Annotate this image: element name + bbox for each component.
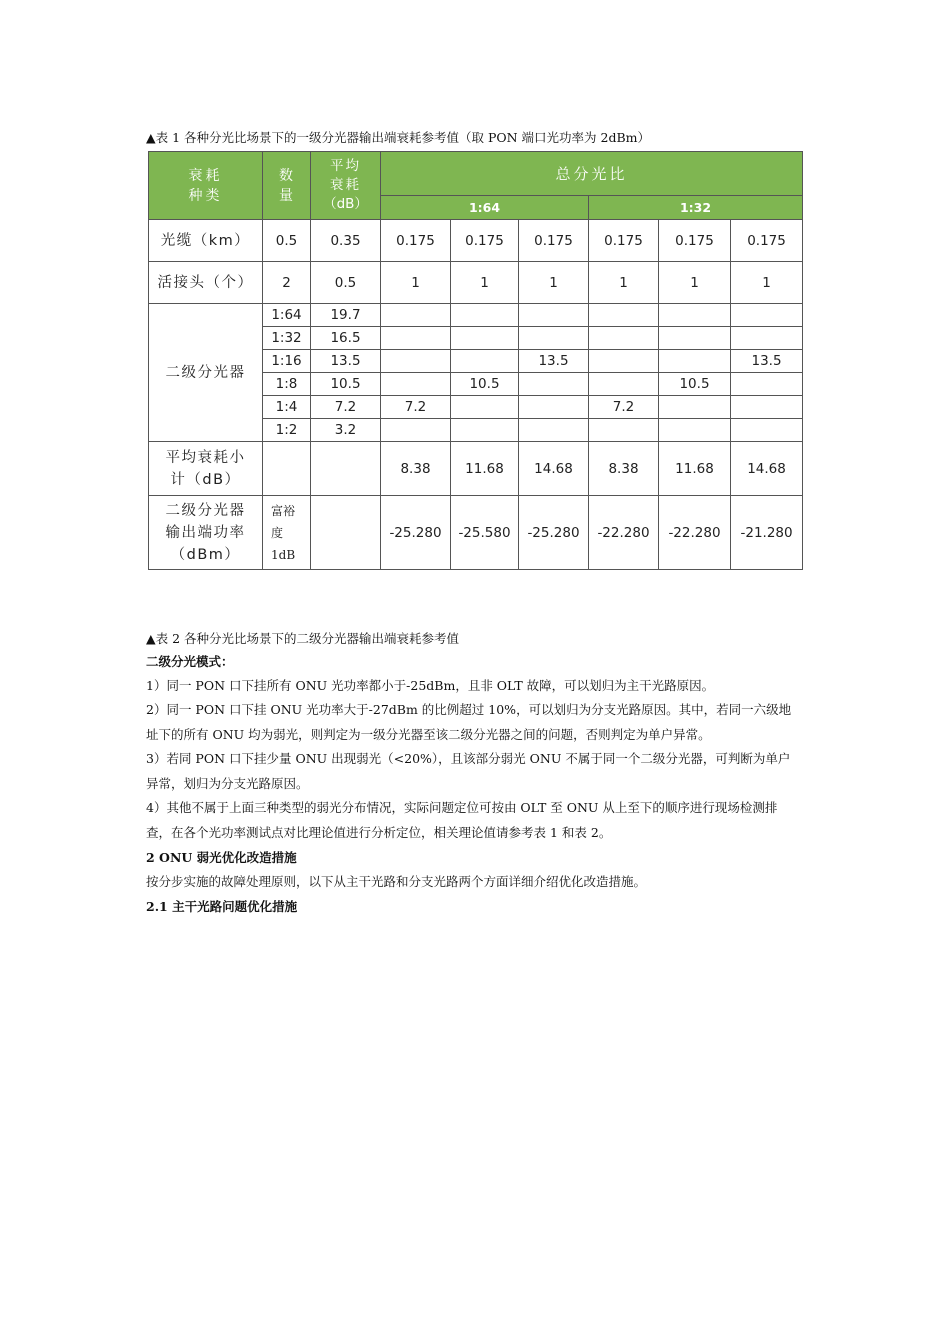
splitter-average: 13.5 [311, 350, 381, 373]
splitter-ratio: 1:2 [263, 419, 311, 442]
splitter-value [659, 396, 731, 419]
splitter-value [451, 304, 519, 327]
list-item: 1）同一 PON 口下挂所有 ONU 光功率都小于-25dBm，且非 OLT 故障，可以划归为主干光路原因。 [146, 678, 715, 693]
splitter-value [659, 419, 731, 442]
splitter-row [149, 304, 803, 327]
header-count: 数 量 [263, 152, 311, 220]
output-power-label: 二级分光器 输出端功率 （dBm） [149, 496, 263, 570]
cable-value: 0.175 [731, 220, 803, 262]
output-value: -25.280 [381, 496, 451, 570]
splitter-value [589, 327, 659, 350]
connector-value: 1 [589, 262, 659, 304]
splitter-value: 13.5 [519, 350, 589, 373]
section-heading: 2 ONU 弱光优化改造措施 [146, 850, 297, 865]
header-total-split-ratio: 总分光比 [381, 152, 803, 196]
output-average-empty [311, 496, 381, 570]
splitter-value [519, 327, 589, 350]
subtotal-label: 平均衰耗小 计（dB） [149, 442, 263, 496]
subtotal-value: 11.68 [659, 442, 731, 496]
row-connector [149, 262, 803, 304]
splitter-average: 16.5 [311, 327, 381, 350]
splitter-value [519, 396, 589, 419]
mode-title: 二级分光模式： [146, 654, 234, 669]
output-value: -25.580 [451, 496, 519, 570]
subtotal-value: 8.38 [589, 442, 659, 496]
splitter-average: 19.7 [311, 304, 381, 327]
splitter-value [381, 327, 451, 350]
splitter-value [589, 304, 659, 327]
splitter-value [451, 327, 519, 350]
splitter-ratio: 1:32 [263, 327, 311, 350]
splitter-value: 10.5 [659, 373, 731, 396]
splitter-value [451, 396, 519, 419]
output-value: -21.280 [731, 496, 803, 570]
splitter-value [519, 373, 589, 396]
splitter-ratio: 1:8 [263, 373, 311, 396]
splitter-value: 7.2 [381, 396, 451, 419]
splitter-average: 7.2 [311, 396, 381, 419]
splitter-value [731, 304, 803, 327]
header-attenuation-type: 衰耗 种类 [149, 152, 263, 220]
list-item: 3）若同 PON 口下挂少量 ONU 出现弱光（<20%），且该部分弱光 ONU 不属于同一个二级分光器，可判断为单户异常，划归为分支光路原因。 [146, 751, 791, 791]
cable-average: 0.35 [311, 220, 381, 262]
subsection-heading: 2.1 主干光路问题优化措施 [146, 899, 298, 914]
table1-caption: ▲表 1 各种分光比场景下的一级分光器输出端衰耗参考值（取 PON 端口光功率为 2dBm） [146, 130, 651, 145]
splitter-label: 二级分光器 [149, 304, 263, 442]
subtotal-value: 14.68 [519, 442, 589, 496]
cable-value: 0.175 [519, 220, 589, 262]
splitter-value [589, 373, 659, 396]
splitter-value [381, 350, 451, 373]
splitter-ratio: 1:64 [263, 304, 311, 327]
margin-label: 富裕 度 1dB [263, 496, 311, 570]
list-item: 2）同一 PON 口下挂 ONU 光功率大于-27dBm 的比例超过 10%，可以划归为分支光路原因。其中，若同一六级地址下的所有 ONU 均为弱光，则判定为一级分光器至该二级分光器之间的问题，否则判定为单户异常。 [146, 702, 792, 742]
cable-value: 0.175 [589, 220, 659, 262]
header-average-attenuation: 平均 衰耗 （dB） [311, 152, 381, 220]
connector-value: 1 [381, 262, 451, 304]
connector-value: 1 [659, 262, 731, 304]
splitter-average: 10.5 [311, 373, 381, 396]
output-value: -22.280 [589, 496, 659, 570]
splitter-value [731, 373, 803, 396]
intro-paragraph: 按分步实施的故障处理原则，以下从主干光路和分支光路两个方面详细介绍优化改造措施。 [146, 874, 647, 889]
splitter-value [589, 419, 659, 442]
cable-count: 0.5 [263, 220, 311, 262]
table2-caption: ▲表 2 各种分光比场景下的二级分光器输出端衰耗参考值 [146, 631, 460, 646]
splitter-value [731, 327, 803, 350]
header-ratio-1-64: 1:64 [381, 196, 589, 220]
splitter-value: 10.5 [451, 373, 519, 396]
subtotal-value: 8.38 [381, 442, 451, 496]
cable-value: 0.175 [381, 220, 451, 262]
connector-label: 活接头（个） [149, 262, 263, 304]
list-item: 4）其他不属于上面三种类型的弱光分布情况，实际问题定位可按由 OLT 至 ONU 从上至下的顺序进行现场检测排查，在各个光功率测试点对比理论值进行分析定位，相关理论值请参考表 1 和表 2。 [146, 800, 778, 840]
row-output-power [149, 496, 803, 570]
cable-value: 0.175 [451, 220, 519, 262]
splitter-value [659, 350, 731, 373]
subtotal-value: 11.68 [451, 442, 519, 496]
row-subtotal [149, 442, 803, 496]
subtotal-value: 14.68 [731, 442, 803, 496]
splitter-average: 3.2 [311, 419, 381, 442]
attenuation-table [148, 151, 803, 570]
splitter-value [451, 350, 519, 373]
header-ratio-1-32: 1:32 [589, 196, 803, 220]
splitter-value [731, 419, 803, 442]
output-value: -25.280 [519, 496, 589, 570]
splitter-value [381, 373, 451, 396]
splitter-ratio: 1:4 [263, 396, 311, 419]
cable-value: 0.175 [659, 220, 731, 262]
splitter-value [381, 419, 451, 442]
output-value: -22.280 [659, 496, 731, 570]
subtotal-average-empty [311, 442, 381, 496]
splitter-value [519, 304, 589, 327]
connector-value: 1 [519, 262, 589, 304]
connector-average: 0.5 [311, 262, 381, 304]
connector-value: 1 [731, 262, 803, 304]
splitter-value [381, 304, 451, 327]
splitter-ratio: 1:16 [263, 350, 311, 373]
splitter-value [659, 327, 731, 350]
cable-label: 光缆（km） [149, 220, 263, 262]
splitter-value: 13.5 [731, 350, 803, 373]
connector-count: 2 [263, 262, 311, 304]
splitter-value [519, 419, 589, 442]
splitter-value [659, 304, 731, 327]
subtotal-count-empty [263, 442, 311, 496]
splitter-value: 7.2 [589, 396, 659, 419]
splitter-value [589, 350, 659, 373]
connector-value: 1 [451, 262, 519, 304]
splitter-value [451, 419, 519, 442]
splitter-value [731, 396, 803, 419]
row-cable [149, 220, 803, 262]
